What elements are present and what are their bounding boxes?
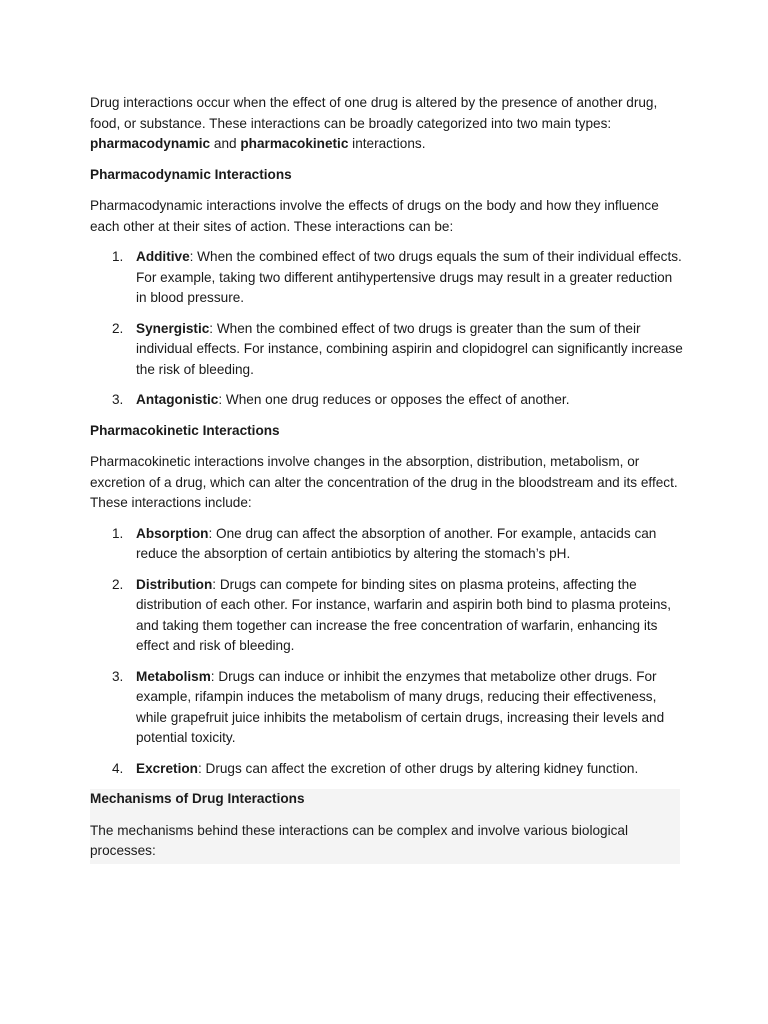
pharmacokinetic-list (90, 524, 685, 780)
list-text: : When the combined effect of two drugs equals the sum of their individual effects. For example, taking two different antihypertensive drugs may result in a greater reduction in blood pressure. (136, 249, 682, 305)
list-text: : When the combined effect of two drugs is greater than the sum of their individual effects. For instance, combining aspirin and clopidogrel can significantly increase the risk of bleeding. (136, 320, 683, 377)
list-number: 2. (112, 320, 124, 336)
list-item (90, 575, 685, 657)
intro-end: interactions. (348, 136, 426, 151)
pharmacokinetic-paragraph: Pharmacokinetic interactions involve changes in the absorption, distribution, metabolism, or excretion of a drug, which can alter the concentration of the drug in the bloodstream and its effect. These interactions include: (90, 454, 678, 510)
list-term: Metabolism (136, 668, 211, 684)
list-term: Excretion (136, 760, 198, 776)
list-term: Absorption (136, 525, 209, 541)
list-item (90, 390, 685, 411)
list-number: 2. (112, 576, 124, 592)
list-item (90, 247, 685, 309)
list-text: : Drugs can induce or inhibit the enzymes that metabolize other drugs. For example, rifampin induces the metabolism of many drugs, reducing their effectiveness, while grapefruit juice inhibits the metabolism of certain drugs, increasing their levels and potential toxicity. (136, 668, 665, 745)
mechanisms-paragraph: The mechanisms behind these interactions can be complex and involve various biological processes: (90, 822, 629, 858)
intro-text: Drug interactions occur when the effect of one drug is altered by the presence of another drug, food, or substance. These interactions can be broadly categorized into two main types: (90, 95, 658, 131)
list-item (90, 759, 685, 780)
list-number: 3. (112, 392, 124, 407)
intro-paragraph (90, 93, 685, 155)
list-text: : One drug can affect the absorption of another. For example, antacids can reduce the absorption of certain antibiotics by altering the stomach’s pH. (136, 525, 657, 561)
list-number: 3. (112, 668, 124, 684)
list-number: 4. (112, 760, 124, 776)
list-term: Distribution (136, 576, 213, 592)
list-number: 1. (112, 525, 124, 541)
pharmacodynamic-list (90, 247, 685, 411)
list-term: Synergistic (136, 320, 210, 336)
mechanisms-section (90, 789, 680, 864)
list-number: 1. (112, 249, 124, 264)
intro-bold-pharmacokinetic: pharmacokinetic (240, 136, 349, 151)
pharmacokinetic-heading: Pharmacokinetic Interactions (90, 422, 280, 438)
pharmacodynamic-heading: Pharmacodynamic Interactions (90, 166, 292, 182)
pharmacodynamic-paragraph: Pharmacodynamic interactions involve the effects of drugs on the body and how they influence each other at their sites of action. These interactions can be: (90, 198, 659, 234)
intro-and: and (210, 136, 241, 151)
list-text: : Drugs can compete for binding sites on plasma proteins, affecting the distribution of each other. For instance, warfarin and aspirin both bind to plasma proteins, and taking them together can increase the free concentration of warfarin, enhancing its effect and risk of bleeding. (136, 576, 671, 653)
list-text: : Drugs can affect the excretion of other drugs by altering kidney function. (197, 760, 639, 776)
list-item (90, 319, 685, 381)
list-item (90, 524, 685, 565)
list-text: : When one drug reduces or opposes the effect of another. (218, 392, 570, 407)
mechanisms-heading: Mechanisms of Drug Interactions (90, 791, 305, 806)
list-term: Antagonistic (136, 392, 219, 407)
document-page (90, 93, 685, 864)
list-term: Additive (136, 249, 190, 264)
intro-bold-pharmacodynamic: pharmacodynamic (90, 136, 211, 151)
list-item (90, 667, 685, 749)
